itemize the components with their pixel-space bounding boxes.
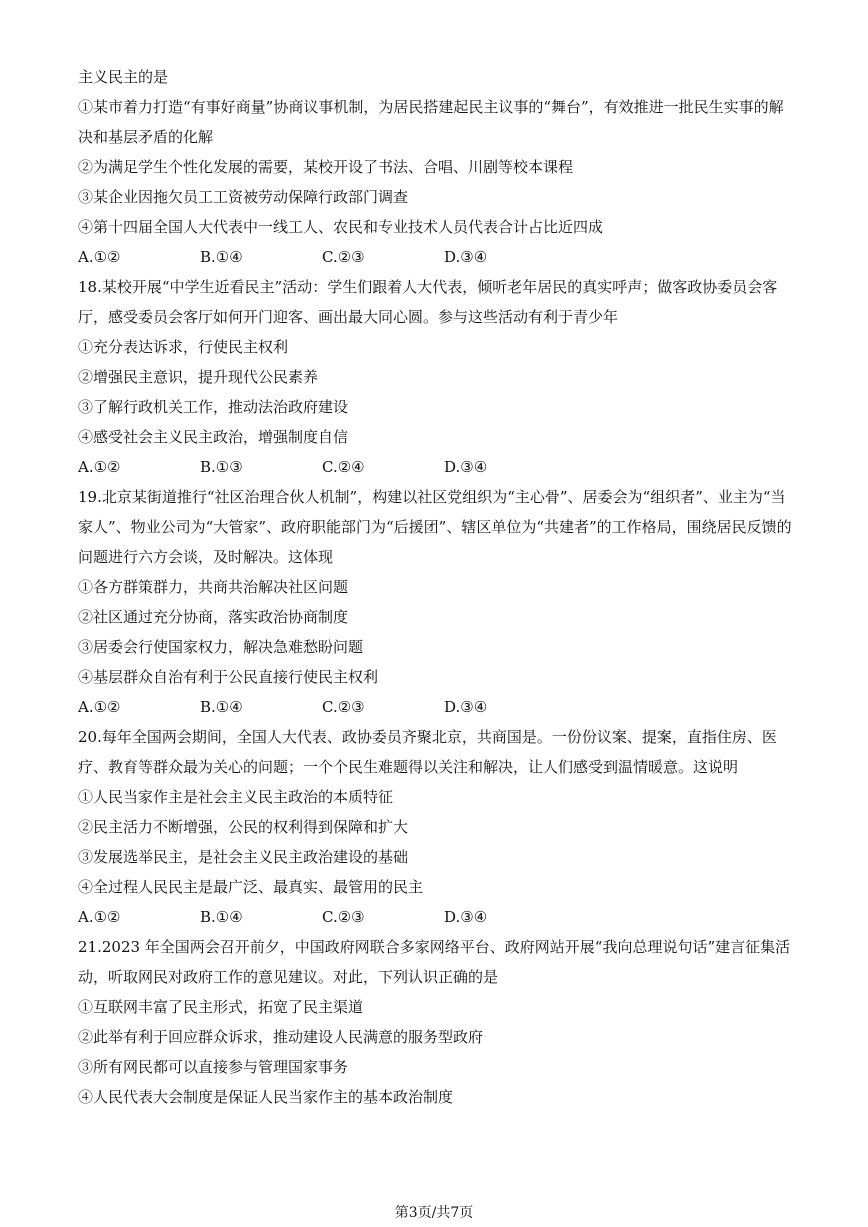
option-b: B.①④	[200, 248, 243, 266]
question-20-item-2: ②民主活力不断增强，公民的权利得到保障和扩大	[78, 818, 409, 836]
question-18-item-4: ④感受社会主义民主政治，增强制度自信	[78, 428, 349, 446]
question-19-item-3: ③居委会行使国家权力，解决急难愁盼问题	[78, 638, 364, 656]
option-b: B.①④	[200, 698, 243, 716]
question-18-stem: 18.某校开展“中学生近看民主”活动：学生们跟着人大代表，倾听老年居民的真实呼声；做客政协委员会客厅，感受委员会客厅如何开门迎客、画出最大同心圆。参与这些活动有利于青少年	[78, 278, 778, 326]
question-18-options	[78, 452, 794, 482]
question-21-item-1: ①互联网丰富了民主形式，拓宽了民主渠道	[78, 998, 364, 1016]
question-21-item-2: ②此举有利于回应群众诉求，推动建设人民满意的服务型政府	[78, 1028, 484, 1046]
question-17-item-4: ④第十四届全国人大代表中一线工人、农民和专业技术人员代表合计占比近四成	[78, 218, 604, 236]
question-21-item-3: ③所有网民都可以直接参与管理国家事务	[78, 1058, 349, 1076]
question-21-item-4: ④人民代表大会制度是保证人民当家作主的基本政治制度	[78, 1088, 454, 1106]
question-17-item-1: ①某市着力打造“有事好商量”协商议事机制，为居民搭建起民主议事的“舞台”，有效推进一批民生实事的解决和基层矛盾的化解	[78, 98, 784, 146]
option-d: D.③④	[444, 248, 488, 266]
option-a: A.①②	[78, 698, 121, 716]
exam-page	[78, 62, 794, 1112]
question-20-stem: 20.每年全国两会期间，全国人大代表、政协委员齐聚北京，共商国是。一份份议案、提案，直指住房、医疗、教育等群众最为关心的问题；一个个民生难题得以关注和解决，让人们感受到温情暖意。这说明	[78, 728, 777, 776]
option-a: A.①②	[78, 908, 121, 926]
option-d: D.③④	[444, 908, 488, 926]
option-a: A.①②	[78, 248, 121, 266]
question-20-item-4: ④全过程人民民主是最广泛、最真实、最管用的民主	[78, 878, 424, 896]
question-19-item-4: ④基层群众自治有利于公民直接行使民主权利	[78, 668, 379, 686]
question-19-options	[78, 692, 794, 722]
option-d: D.③④	[444, 698, 488, 716]
option-c: C.②③	[322, 908, 365, 926]
page-footer: 第3页/共7页	[394, 1205, 474, 1221]
option-d: D.③④	[444, 458, 488, 476]
question-18-item-3: ③了解行政机关工作，推动法治政府建设	[78, 398, 349, 416]
option-b: B.①③	[200, 458, 243, 476]
question-18-item-2: ②增强民主意识，提升现代公民素养	[78, 368, 319, 386]
option-c: C.②④	[322, 458, 365, 476]
question-17-stem-tail: 主义民主的是	[78, 68, 169, 86]
option-c: C.②③	[322, 248, 365, 266]
question-17-options	[78, 242, 794, 272]
option-a: A.①②	[78, 458, 121, 476]
question-21-stem: 21.2023 年全国两会召开前夕，中国政府网联合多家网络平台、政府网站开展“我向总理说句话”建言征集活动，听取网民对政府工作的意见建议。对此，下列认识正确的是	[78, 938, 791, 986]
option-c: C.②③	[322, 698, 365, 716]
question-20-options	[78, 902, 794, 932]
question-19-item-1: ①各方群策群力，共商共治解决社区问题	[78, 578, 349, 596]
option-b: B.①④	[200, 908, 243, 926]
question-20-item-1: ①人民当家作主是社会主义民主政治的本质特征	[78, 788, 394, 806]
question-17-item-2: ②为满足学生个性化发展的需要，某校开设了书法、合唱、川剧等校本课程	[78, 158, 574, 176]
question-19-item-2: ②社区通过充分协商，落实政治协商制度	[78, 608, 349, 626]
question-18-item-1: ①充分表达诉求，行使民主权利	[78, 338, 289, 356]
question-19-stem: 19.北京某街道推行“社区治理合伙人机制”，构建以社区党组织为“主心骨”、居委会为“组织者”、业主为“当家人”、物业公司为“大管家”、政府职能部门为“后援团”、辖区单位为“共建者”的工作格局，围绕居民反馈的问题进行六方会谈，及时解决。这体现	[78, 488, 792, 566]
question-17-item-3: ③某企业因拖欠员工工资被劳动保障行政部门调查	[78, 188, 409, 206]
question-20-item-3: ③发展选举民主，是社会主义民主政治建设的基础	[78, 848, 409, 866]
